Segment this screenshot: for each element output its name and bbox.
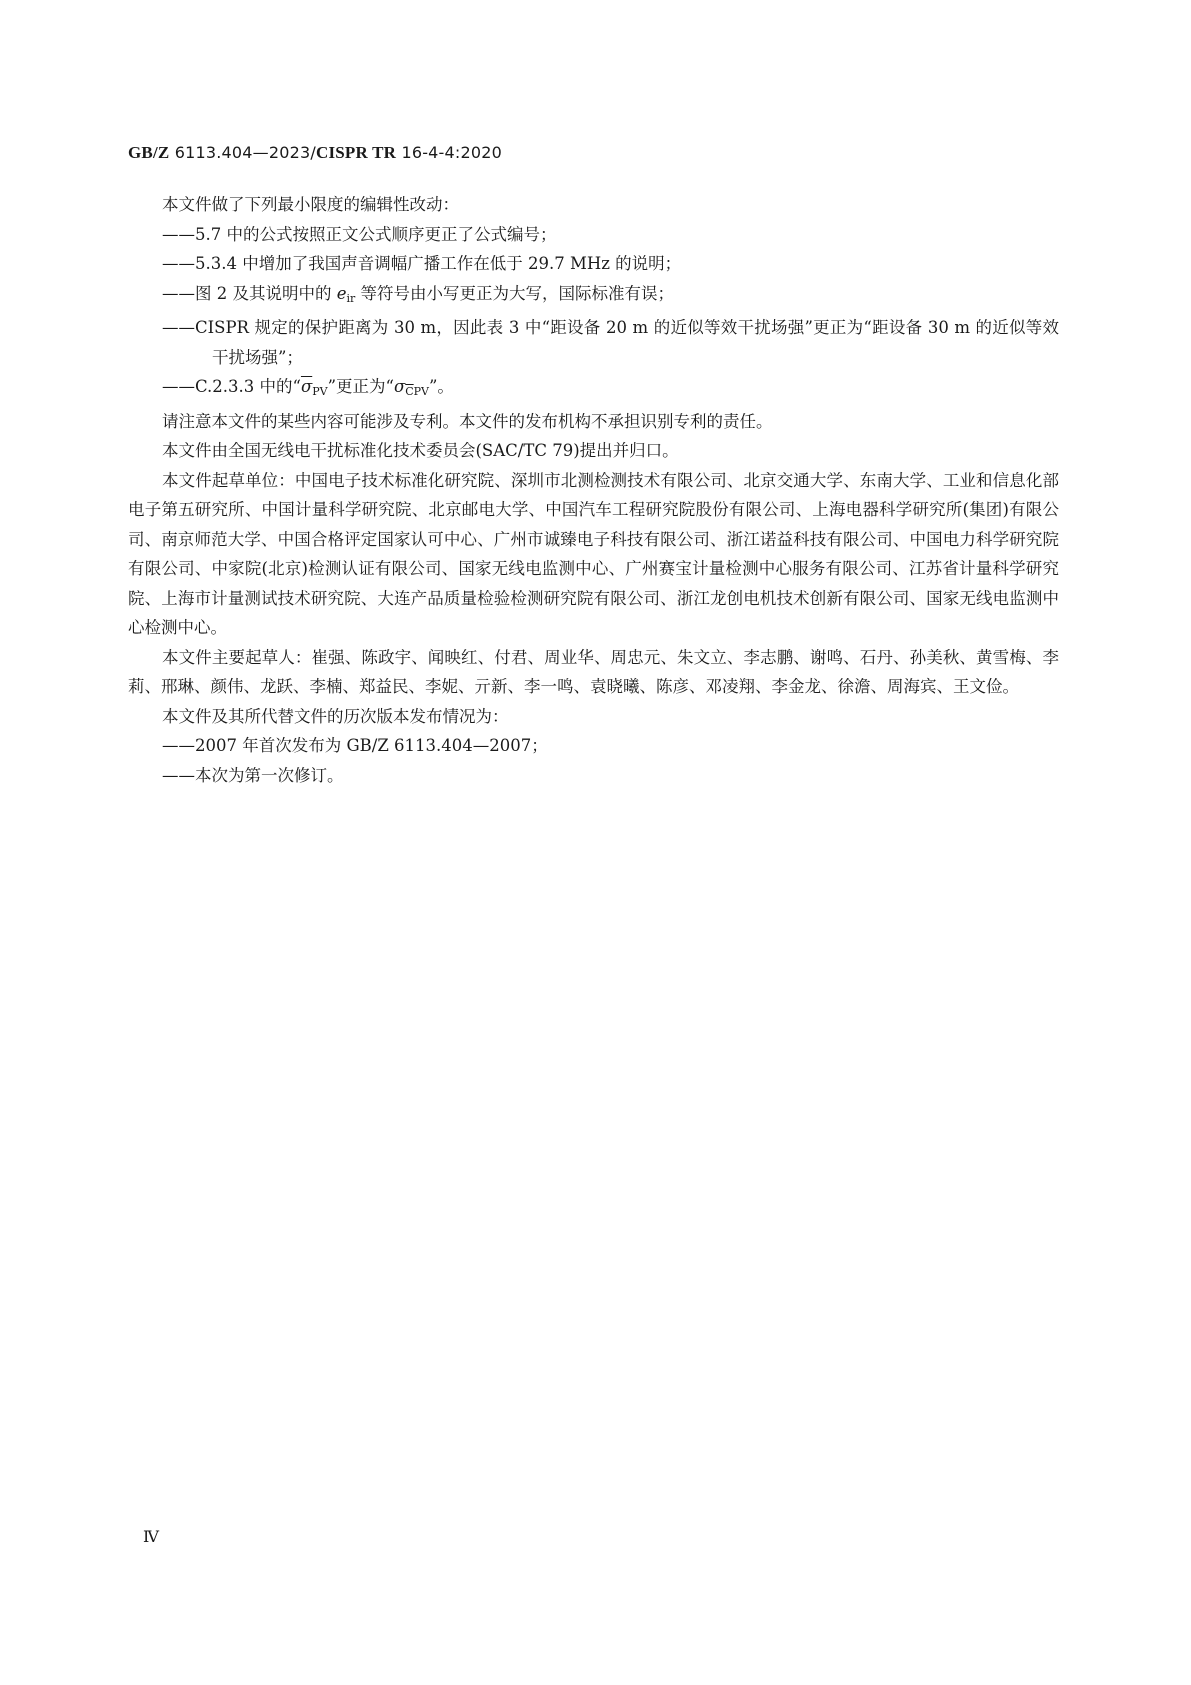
history-intro: 本文件及其所代替文件的历次版本发布情况为： xyxy=(162,706,509,726)
cispr-label: CISPR TR xyxy=(315,143,397,162)
edit-item-figure2: ——图 2 及其说明中的 $e_{ir}$ 等符号由小写更正为大写，国际标准有误； xyxy=(162,283,675,305)
history-item-2007: ——2007 年首次发布为 GB/Z 6113.404—2007； xyxy=(162,736,548,755)
edit-intro: 本文件做了下列最小限度的编辑性改动： xyxy=(162,195,459,214)
edit-item-am-broadcast: ——5.3.4 中增加了我国声音调幅广播工作在低于 29.7 MHz 的说明； xyxy=(162,254,682,273)
edit-item-protection-distance: ——CISPR 规定的保护距离为 30 m，因此表 3 中“距设备 20 m 的近似等效干扰场强”更正为“距设备 30 m 的近似等效干扰场强”； xyxy=(162,318,1059,367)
cispr-number: 16-4-4:2020 xyxy=(396,143,503,162)
page-number: Ⅳ xyxy=(143,1527,159,1546)
edit-item-formula: ——5.7 中的公式按照正文公式顺序更正了公式编号； xyxy=(162,224,557,244)
history-item-revision: ——本次为第一次修订。 xyxy=(162,765,344,785)
patent-notice: 请注意本文件的某些内容可能涉及专利。本文件的发布机构不承担识别专利的责任。 xyxy=(162,411,773,431)
drafters: 本文件主要起草人：崔强、陈政宇、闻映红、付君、周业华、周忠元、朱文立、李志鹏、谢鸣、石丹、孙美秋、黄雪梅、李莉、邢琳、颜伟、龙跃、李楠、郑益民、李妮、亓新、李一鸣、袁晓曦、陈彦、邓凌翔、李金龙、徐澹、周海宾、王文俭。 xyxy=(128,647,1059,696)
proposer-statement: 本文件由全国无线电干扰标准化技术委员会(SAC/TC 79)提出并归口。 xyxy=(162,441,679,460)
drafting-units: 本文件起草单位：中国电子技术标准化研究院、深圳市北测检测技术有限公司、北京交通大学、东南大学、工业和信息化部电子第五研究所、中国计量科学研究院、北京邮电大学、中国汽车工程研究院股份有限公司、上海电器科学研究所(集团)有限公司、南京师范大学、中国合格评定国家认可中心、广州市诚臻电子科技有限公司、浙江诺益科技有限公司、中国电力科学研究院有限公司、中家院(北京)检测认证有限公司、国家无线电监测中心、广州赛宝计量检测中心服务有限公司、江苏省计量科学研究院、上海市计量测试技术研究院、大连产品质量检验检测研究院有限公司、浙江龙创电机技术创新有限公司、国家无线电监测中心检测中心。 xyxy=(128,470,1059,637)
symbol-e-ir: e xyxy=(336,283,347,303)
edit-item-c233: ——C.2.3.3 中的“$\overline{\sigma}_{PV}$”更正为“$\sigma_{\overline{C}PV}$”。 xyxy=(162,377,454,398)
std-number: 6113.404—2023/ xyxy=(169,143,316,162)
foreword-body xyxy=(128,190,1059,790)
symbol-sigma-pv: $\overline{\sigma}$ xyxy=(300,377,313,396)
symbol-sigma-cpv: σ xyxy=(393,377,406,396)
std-prefix: GB/Z xyxy=(128,143,170,162)
standard-header xyxy=(128,143,502,163)
